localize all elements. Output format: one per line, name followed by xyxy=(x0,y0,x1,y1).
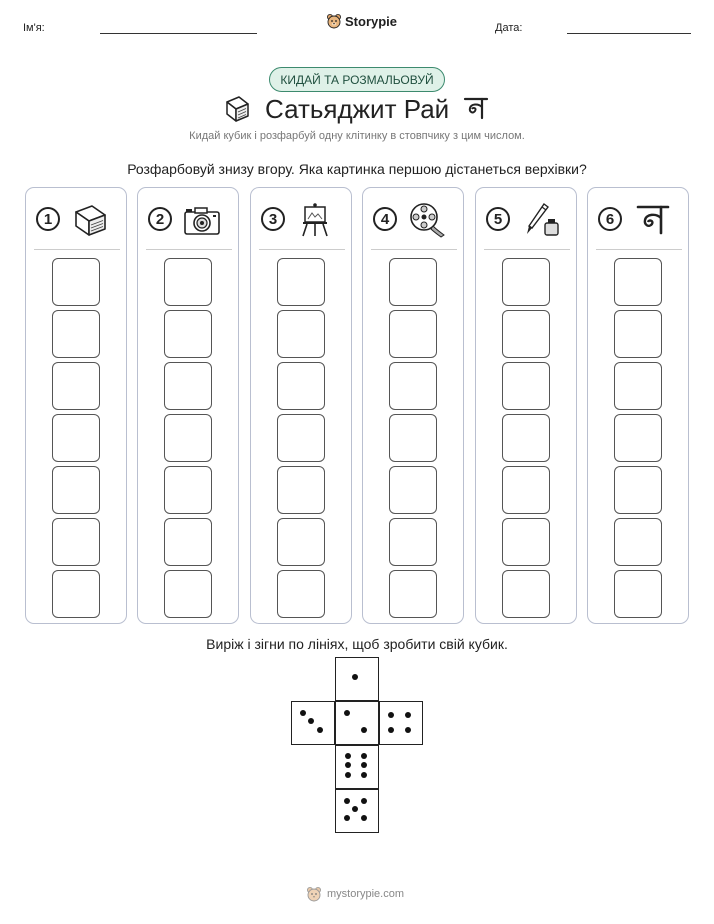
color-cell[interactable] xyxy=(277,362,325,410)
column-header xyxy=(36,202,120,238)
column-header xyxy=(373,202,457,238)
color-cell[interactable] xyxy=(52,258,100,306)
color-cell[interactable] xyxy=(164,258,212,306)
die-pip xyxy=(300,710,306,716)
color-cell[interactable] xyxy=(614,310,662,358)
die-pip xyxy=(405,727,411,733)
column-number: 5 xyxy=(486,207,510,231)
column-5 xyxy=(475,187,577,624)
footer xyxy=(306,886,404,902)
die-pip xyxy=(361,798,367,804)
color-cell[interactable] xyxy=(164,362,212,410)
die-pip xyxy=(317,727,323,733)
book-icon xyxy=(222,94,252,124)
column-1 xyxy=(25,187,127,624)
color-cell[interactable] xyxy=(277,518,325,566)
instruction: Розфарбовуй знизу вгору. Яка картинка першою дістанеться верхівки? xyxy=(127,161,587,177)
color-cell[interactable] xyxy=(389,414,437,462)
color-cell[interactable] xyxy=(277,414,325,462)
column-number: 1 xyxy=(36,207,60,231)
color-cell[interactable] xyxy=(502,518,550,566)
column-number: 3 xyxy=(261,207,285,231)
color-cell[interactable] xyxy=(502,414,550,462)
color-cell[interactable] xyxy=(502,466,550,514)
page-title: Сатьяджит Рай xyxy=(265,94,450,124)
column-header xyxy=(486,202,570,238)
die-pip xyxy=(308,718,314,724)
color-cell[interactable] xyxy=(164,310,212,358)
color-cell[interactable] xyxy=(389,258,437,306)
column-divider xyxy=(146,249,232,250)
column-header xyxy=(261,202,345,238)
die-face-2[interactable] xyxy=(335,701,379,745)
color-cell[interactable] xyxy=(614,570,662,618)
easel-icon xyxy=(295,202,335,238)
color-cell[interactable] xyxy=(52,414,100,462)
color-cell[interactable] xyxy=(614,362,662,410)
color-cell[interactable] xyxy=(164,466,212,514)
color-cell[interactable] xyxy=(277,258,325,306)
camera-icon xyxy=(182,202,222,238)
column-6 xyxy=(587,187,689,624)
color-cell[interactable] xyxy=(502,258,550,306)
color-cell[interactable] xyxy=(52,518,100,566)
bear-icon xyxy=(306,886,322,902)
book-icon xyxy=(70,202,110,238)
column-2 xyxy=(137,187,239,624)
die-pip xyxy=(352,806,358,812)
color-cell[interactable] xyxy=(277,570,325,618)
color-cell[interactable] xyxy=(614,258,662,306)
brand-logo xyxy=(326,13,397,29)
column-number: 2 xyxy=(148,207,172,231)
color-cell[interactable] xyxy=(502,570,550,618)
die-pip xyxy=(361,753,367,759)
die-pip xyxy=(344,798,350,804)
color-cell[interactable] xyxy=(52,310,100,358)
color-cell[interactable] xyxy=(52,466,100,514)
column-header xyxy=(598,202,682,238)
footer-url[interactable]: mystorypie.com xyxy=(327,888,405,900)
die-face-4[interactable] xyxy=(379,701,423,745)
bengali-letter-icon xyxy=(462,94,490,122)
color-cell[interactable] xyxy=(52,570,100,618)
die-pip xyxy=(388,712,394,718)
name-label: Ім'я: xyxy=(23,22,45,34)
bengali-letter-icon xyxy=(632,202,672,238)
die-pip xyxy=(344,710,350,716)
column-divider xyxy=(596,249,682,250)
die-pip xyxy=(361,727,367,733)
column-number: 4 xyxy=(373,207,397,231)
column-divider xyxy=(259,249,345,250)
die-pip xyxy=(345,772,351,778)
bear-icon xyxy=(326,13,342,29)
die-face-5[interactable] xyxy=(335,789,379,833)
subtitle: Кидай кубик і розфарбуй одну клітинку в стовпчику з цим числом. xyxy=(189,130,525,142)
column-3 xyxy=(250,187,352,624)
column-number: 6 xyxy=(598,207,622,231)
fountain-pen-inkwell-icon xyxy=(520,202,560,238)
color-cell[interactable] xyxy=(277,310,325,358)
date-line[interactable] xyxy=(567,33,691,34)
color-cell[interactable] xyxy=(164,570,212,618)
column-divider xyxy=(484,249,570,250)
color-cell[interactable] xyxy=(164,414,212,462)
color-cell[interactable] xyxy=(502,362,550,410)
color-cell[interactable] xyxy=(389,518,437,566)
cut-instruction: Виріж і зігни по лініях, щоб зробити свій кубик. xyxy=(206,636,508,652)
color-cell[interactable] xyxy=(389,570,437,618)
column-divider xyxy=(34,249,120,250)
color-cell[interactable] xyxy=(52,362,100,410)
column-4 xyxy=(362,187,464,624)
column-divider xyxy=(371,249,457,250)
color-cell[interactable] xyxy=(164,518,212,566)
die-face-3[interactable] xyxy=(291,701,335,745)
die-pip xyxy=(405,712,411,718)
die-face-6[interactable] xyxy=(335,745,379,789)
color-cell[interactable] xyxy=(614,414,662,462)
die-pip xyxy=(345,753,351,759)
die-pip xyxy=(352,674,358,680)
activity-badge: КИДАЙ ТА РОЗМАЛЬОВУЙ xyxy=(269,67,445,92)
film-reel-icon xyxy=(407,202,447,238)
die-pip xyxy=(361,772,367,778)
column-header xyxy=(148,202,232,238)
die-pip xyxy=(345,762,351,768)
die-pip xyxy=(388,727,394,733)
color-cell[interactable] xyxy=(389,466,437,514)
color-cell[interactable] xyxy=(614,466,662,514)
color-cell[interactable] xyxy=(389,362,437,410)
color-cell[interactable] xyxy=(389,310,437,358)
brand-name: Storypie xyxy=(345,13,398,29)
die-pip xyxy=(361,815,367,821)
name-line[interactable] xyxy=(100,33,257,34)
die-face-1[interactable] xyxy=(335,657,379,701)
date-label: Дата: xyxy=(495,22,523,34)
color-cell[interactable] xyxy=(502,310,550,358)
die-pip xyxy=(361,762,367,768)
color-cell[interactable] xyxy=(614,518,662,566)
color-cell[interactable] xyxy=(277,466,325,514)
title-row xyxy=(0,92,714,128)
die-pip xyxy=(344,815,350,821)
